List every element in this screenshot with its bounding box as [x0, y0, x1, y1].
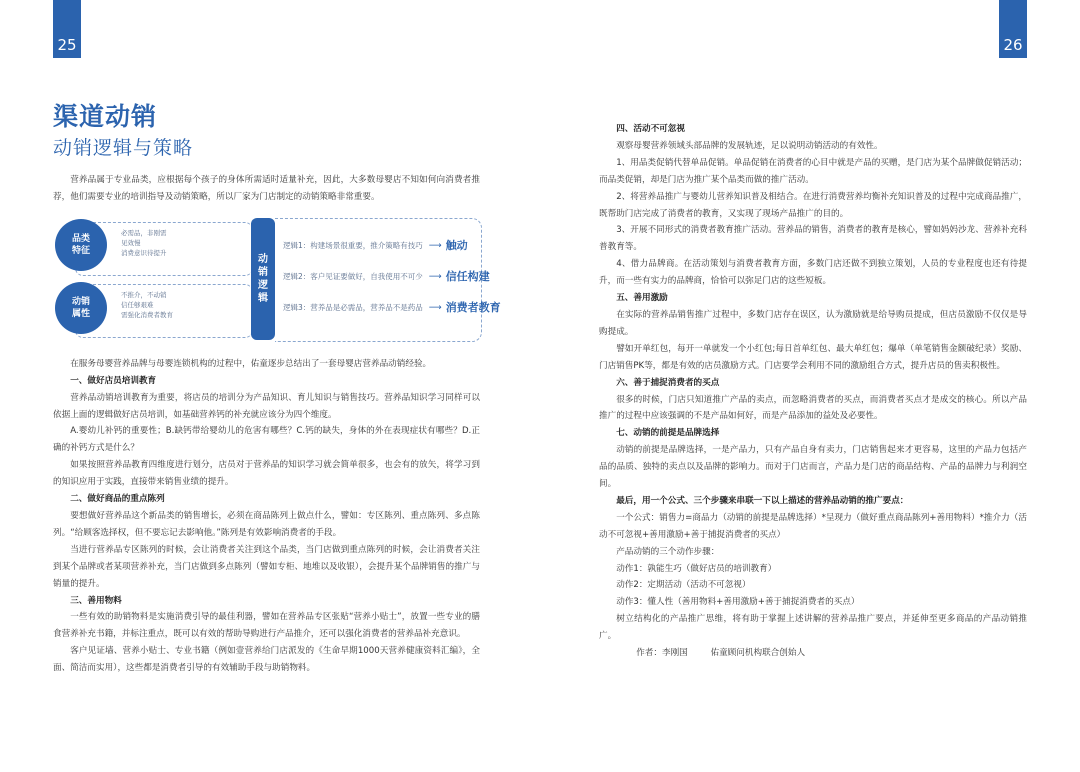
section-heading: 三、善用物料: [70, 595, 122, 606]
logic-text: 逻辑2：客户见证要做好，自我使用不可少: [283, 271, 423, 281]
top-notes: [121, 228, 167, 258]
section-heading: 五、善用激励: [616, 293, 668, 304]
body-paragraph: 树立结构化的产品推广思维，将有助于掌握上述讲解的营养品推广要点，并延伸至更多商品的产品动销推广。: [599, 614, 1027, 642]
section-heading: 一、做好店员培训教育: [70, 375, 157, 386]
note-line: 必需品，非刚需: [121, 228, 167, 237]
body-paragraph: 1、用品类促销代替单品促销。单品促销在消费者的心目中就是产品的买赠，是门店为某个品牌做促销活动；而品类促销，却是门店为推广某个品类而做的推广活动。: [599, 157, 1027, 185]
body-paragraph: 产品动销的三个动作步骤：: [616, 546, 720, 557]
category-feature-circle: 品类 特征: [55, 219, 107, 271]
logic-result: 消费者教育: [445, 300, 501, 314]
body-paragraph: 如果按照营养品教育四维度进行划分，店员对于营养品的知识学习就会简单很多，也会有的放矢，将学习到的知识应用于实践，直接带来销售业绩的提升。: [53, 460, 480, 488]
center-bar: [251, 218, 275, 340]
body-paragraph: 很多的时候，门店只知道推广产品的卖点，而忽略消费者的买点，而消费者买点才是成交的核心。所以产品推广的过程中应该强调的不是产品如何好，而是产品添加的益处及必要性。: [599, 394, 1027, 422]
page-number-right: 26: [999, 0, 1027, 58]
page-subtitle: 动销逻辑与策略: [53, 137, 194, 159]
note-line: 信任够艰难: [121, 300, 154, 309]
logic-text: 逻辑1：构建场景很重要，推介策略有技巧: [283, 240, 423, 250]
body-paragraph: 当进行营养品专区陈列的时候，会让消费者关注到这个品类，当门店做到重点陈列的时候，会让消费者关注到某个品牌或者某项营养补充，当门店做到多点陈列（譬如专柜、地堆以及收银），会提升某个品牌销售的推广与销量的提升。: [53, 544, 480, 589]
left-column: [53, 100, 501, 677]
body-paragraph: 在实际的营养品销售推广过程中，多数门店存在误区，认为激励就是给导购员提成，但店员激励不仅仅是导购提成。: [599, 309, 1027, 337]
note-line: 不推介，不动销: [121, 290, 167, 299]
logic-diagram: [53, 216, 501, 344]
body-paragraph: 譬如开单红包，每开一单就发一个小红包;每日首单红包、最大单红包；爆单（单笔销售金额破纪录）奖励、门店销售PK等，都是有效的店员激励方式。门店要学会利用不同的激励组合方式，提升店员的售卖积极性。: [599, 343, 1027, 371]
body-paragraph: 动作1：孰能生巧（做好店员的培训教育）: [616, 563, 777, 574]
body-paragraph: 动作3：懂人性（善用物料+善用激励+善于捕捉消费者的买点）: [616, 597, 860, 608]
author-title: 佑童顾问机构联合创始人: [710, 648, 806, 659]
section-heading: 六、善于捕捉消费者的买点: [616, 377, 720, 388]
body-paragraph: 观察母婴营养领域头部品牌的发展轨迹，足以说明动销活动的有效性。: [616, 140, 883, 151]
body-paragraph: 一些有效的助销物料是实施消费引导的最佳利器，譬如在营养品专区张贴“营养小贴士”，放置一些专业的膳食营养补充书籍，并标注重点，既可以有效的帮助导购进行产品推介，还可以强化消费者的营养品补充意识。: [53, 612, 480, 640]
body-paragraph: 要想做好营养品这个新品类的销售增长，必须在商品陈列上做点什么，譬如：专区陈列、重点陈列、多点陈列。“给顾客选择权，但不要忘记去影响他。”陈列是有效影响消费者的手段。: [53, 510, 480, 538]
section-heading: 七、动销的前提是品牌选择: [616, 428, 720, 439]
logic-row-2: [283, 269, 490, 286]
center-label: 动 销 逻 辑: [258, 253, 268, 304]
note-line: 见效慢: [121, 238, 141, 247]
body-paragraph: 在服务母婴营养品牌与母婴连锁机构的过程中，佑童逐步总结出了一套母婴店营养品动销经验。: [70, 358, 432, 369]
body-paragraph: 一个公式：销售力=商品力（动销的前提是品牌选择）*呈现力（做好重点商品陈列+善用物料）*推介力（活动不可忽视+善用激励+善于捕捉消费者的买点）: [599, 512, 1027, 540]
left-body: [53, 356, 480, 677]
page-number-left: 25: [53, 0, 81, 58]
logic-row-1: [283, 238, 468, 255]
author-line: [599, 645, 1027, 662]
page-title: 渠道动销: [53, 102, 158, 131]
arrow-right-icon: ⟶: [428, 240, 442, 251]
note-line: 需强化消费者教育: [121, 310, 173, 319]
section-heading: 二、做好商品的重点陈列: [70, 494, 165, 505]
intro-paragraph: 营养品属于专业品类，应根据每个孩子的身体所需适时适量补充，因此，大多数母婴店不知如何向消费者推荐，他们需要专业的培训指导及动销策略，所以厂家为门店制定的动销策略非常重要。: [53, 175, 480, 202]
right-column: [599, 121, 1027, 662]
body-paragraph: 动销的前提是品牌选择，一是产品力，只有产品自身有卖力，门店销售起来才更容易，这里的产品力包括产品的品质、独特的卖点以及品牌的影响力。而对于门店而言，产品力是门店的商品结构、产品的品牌力与利润空间。: [599, 445, 1027, 490]
logic-row-3: [283, 300, 501, 317]
arrow-right-icon: ⟶: [428, 302, 442, 313]
body-paragraph: 动作2：定期活动（活动不可忽视）: [616, 580, 751, 591]
section-heading: 四、活动不可忽视: [616, 124, 685, 134]
right-body: [599, 121, 1027, 645]
arrow-right-icon: ⟶: [428, 271, 442, 282]
logic-result: 信任构建: [445, 269, 490, 283]
body-paragraph: 2、将营养品推广与婴幼儿营养知识普及相结合。在进行消费营养均衡补充知识普及的过程中完成商品推广，既帮助门店完成了消费者的教育，又实现了现场产品推广的目的。: [599, 191, 1027, 219]
section-heading: 最后，用一个公式、三个步骤来串联一下以上描述的营养品动销的推广要点：: [616, 495, 909, 506]
author-name: 作者：李刚国: [636, 648, 688, 659]
body-paragraph: 营养品动销培训教育为重要，将店员的培训分为产品知识、育儿知识与销售技巧。营养品知识学习同样可以依据上面的逻辑做好店员培训，如基础营养钙的补充就应该分为四个维度。: [53, 392, 480, 420]
logic-text: 逻辑3：营养品是必需品，营养品不是药品: [283, 302, 423, 312]
logic-result: 触动: [445, 238, 468, 252]
note-line: 消费意识待提升: [121, 248, 167, 257]
body-paragraph: 3、开展不同形式的消费者教育推广活动。营养品的销售，消费者的教育是核心，譬如妈妈沙龙、营养补充科普教育等。: [599, 225, 1027, 253]
body-paragraph: A.婴幼儿补钙的重要性；B.缺钙带给婴幼儿的危害有哪些？C.钙的缺失，身体的外在表现症状有哪些？D.正确的补钙方式是什么？: [53, 426, 480, 454]
body-paragraph: 4、借力品牌商。在活动策划与消费者教育方面，多数门店还做不到独立策划，人员的专业程度也还有待提升，而一些有实力的品牌商，恰恰可以弥足门店的这些短板。: [599, 259, 1027, 287]
sales-attribute-circle: 动销 属性: [55, 282, 107, 334]
body-paragraph: 客户见证墙、营养小贴士、专业书籍（例如壹营养给门店派发的《生命早期1000天营养健康资料汇编》，全面、简洁而实用），这些都是消费者引导的有效辅助手段与助销物料。: [53, 646, 480, 674]
bottom-notes: [121, 290, 173, 320]
